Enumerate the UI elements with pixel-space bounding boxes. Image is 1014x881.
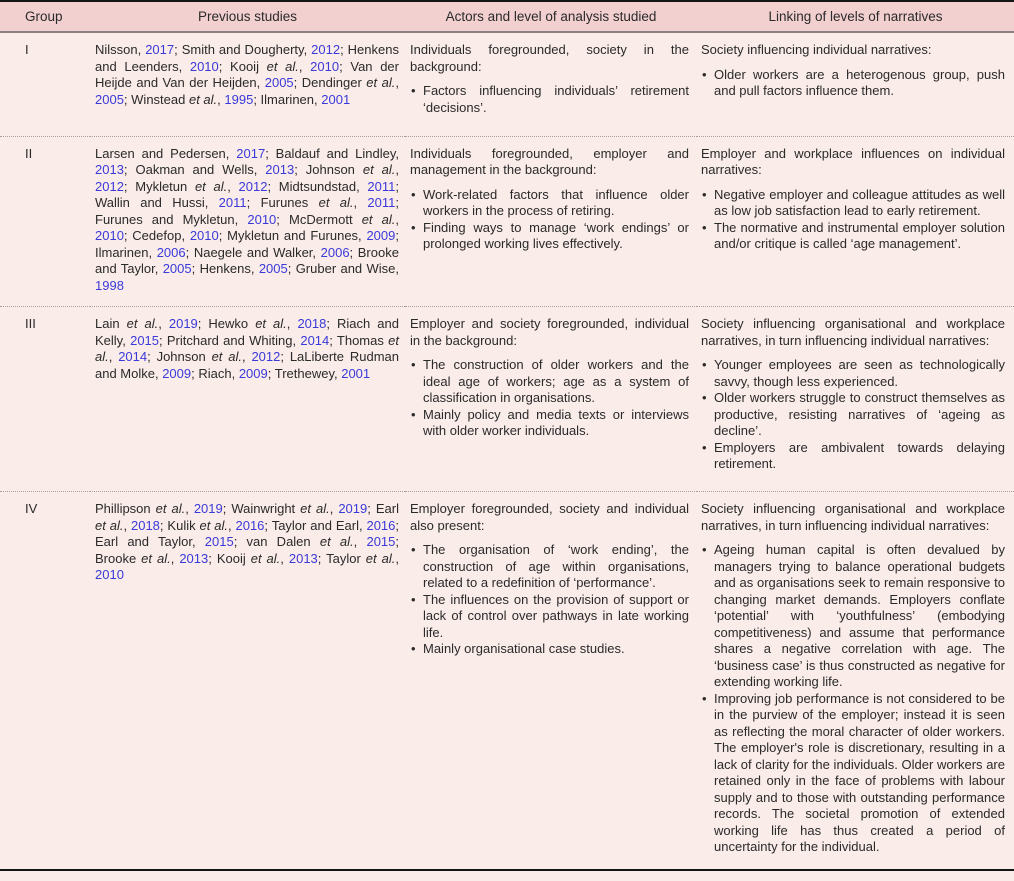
citation-year-link[interactable]: 2006 [320,244,350,260]
citation-authors: Brooke and Taylor, [95,244,399,276]
table-row [0,307,1014,492]
citation-authors: Larsen and Pedersen, [95,145,237,161]
citation-authors: Naegele and Walker, [193,244,321,260]
bullet-item: • Older workers struggle to construct themselves as productive, resisting narratives of ‘ageing as decline’. [701,390,1005,440]
citation-year-link[interactable]: 2019 [193,501,223,516]
citation-authors: Earl et al., [95,501,399,533]
citation-year-link[interactable]: 2005 [258,261,288,276]
citation-authors: Kooij et al., [216,550,289,566]
bullet-item: • Employers are ambivalent towards delaying retirement. [701,440,1005,473]
bullet-list [410,357,689,440]
citation-authors: Lain et al., [95,316,169,331]
citation-year-link[interactable]: 2005 [162,261,192,276]
bullet-item: • Negative employer and colleague attitudes as well as low job satisfaction lead to early retirement. [701,187,1005,220]
cell-intro: Society influencing organisational and workplace narratives, in turn influencing individual narratives: [701,316,1005,348]
bullet-list [701,67,1005,100]
citation-year-link[interactable]: 2018 [130,517,160,533]
citation-year-link[interactable]: 2010 [247,211,277,227]
col-header-linking-narratives: Linking of levels of narratives [697,2,1014,32]
studies-cell: Lain et al., 2019; Hewko et al., 2018; Riach and Kelly, 2015; Pritchard and Whiting, 2014; Thomas et al., 2014; Johnson et al., 2012; LaLiberte Rudman and Molke, 2009; Riach, 2009; Trethewey, 2001 [90,307,405,492]
bullet-item: • The normative and instrumental employer solution and/or critique is called ‘age management’. [701,220,1005,253]
linking-cell [697,136,1014,307]
citation-year-link[interactable]: 2005 [95,91,124,107]
studies-table [0,2,1014,871]
studies-cell: Phillipson et al., 2019; Wainwright et al., 2019; Earl et al., 2018; Kulik et al., 2016; Taylor and Earl, 2016; Earl and Taylor, 2015; van Dalen et al., 2015; Brooke et al., 2013; Kooij et al., 2013; Taylor et al., 2010 [95,501,400,582]
citation-authors: Nilsson, [95,42,146,57]
table-row [0,492,1014,870]
table-row [0,32,1014,136]
group-cell: I [0,32,90,136]
citation-authors: Mykletun et al., [135,178,239,194]
citation-year-link[interactable]: 2016 [235,517,265,533]
citation-authors: Baldauf and Lindley, [275,145,399,161]
bullet-list [410,83,689,116]
citation-year-link[interactable]: 2009 [162,365,192,381]
citation-authors: Ilmarinen, [260,91,322,107]
group-cell: III [0,307,90,492]
citation-year-link[interactable]: 2001 [321,91,351,107]
citation-year-link[interactable]: 2011 [367,178,396,194]
citation-year-link[interactable]: 2013 [288,550,318,566]
bullet-item: • The organisation of ‘work ending’, the construction of age within organisations, related to a redefinition of ‘performance’. [410,542,689,592]
citation-authors: Earl and Taylor, [95,534,205,549]
citation-year-link[interactable]: 2019 [168,316,198,331]
citation-authors: Brooke et al., [95,550,180,566]
bullet-item: • Factors influencing individuals’ retirement ‘decisions’. [410,83,689,116]
linking-cell [697,492,1014,870]
bullet-list [410,542,689,658]
citation-year-link[interactable]: 2014 [300,332,330,348]
bullet-item: • Ageing human capital is often devalued by managers trying to balance operational budgets and as organisations seek to remain responsive to changing market demands. Employers conflate ‘potential’ with ‘youthfulness’ (embodying competitiveness) and assume that performance shares a negative correlation with age. The ‘business case’ is thus constructed as negative for extending working life. [701,542,1005,691]
header-row [0,2,1014,32]
linking-cell [697,32,1014,136]
bullet-item: • The influences on the provision of support or lack of control over pathways in late working life. [410,592,689,642]
citation-authors: Van der Heijde and Van der Heijden, [95,58,399,90]
citation-year-link[interactable]: 2012 [95,178,124,194]
bullet-item: • Finding ways to manage ‘work endings’ or prolonged working lives effectively. [410,220,689,253]
citation-year-link[interactable]: 2010 [189,58,219,74]
group-cell: IV [25,501,38,516]
citation-authors: Johnson et al., [305,162,399,177]
citation-year-link[interactable]: 2006 [156,244,186,260]
citation-year-link[interactable]: 2012 [251,349,281,364]
bullet-list [410,187,689,253]
col-header-actors-level: Actors and level of analysis studied [405,2,697,32]
cell-intro: Individuals foregrounded, society in the background: [410,42,689,74]
citation-year-link[interactable]: 2018 [297,316,327,331]
citation-authors: Riach and Kelly, [95,316,399,348]
studies-cell: Larsen and Pedersen, 2017; Baldauf and Lindley, 2013; Oakman and Wells, 2013; Johnson et al., 2012; Mykletun et al., 2012; Midtsundstad, 2011; Wallin and Hussi, 2011; Furunes et al., 2011; Furunes and Mykletun, 2010; McDermott et al., 2010; Cedefop, 2010; Mykletun and Furunes, 2009; Ilmarinen, 2006; Naegele and Walker, 2006; Brooke and Taylor, 2005; Henkens, 2005; Gruber and Wise, 1998 [90,136,405,307]
citation-authors: Dendinger et al., [301,75,399,90]
citation-year-link[interactable]: 2010 [95,228,124,243]
actors-cell [405,136,697,307]
group-cell: II [0,136,90,307]
citation-authors: Henkens and Leenders, [95,42,399,74]
citation-year-link[interactable]: 2014 [118,349,148,364]
citation-authors: Taylor and Earl, [271,517,367,533]
citation-authors: van Dalen et al., [246,534,367,549]
citation-year-link[interactable]: 2010 [189,228,219,243]
citation-authors: McDermott et al., [289,211,399,227]
bullet-list [701,187,1005,253]
bullet-item: • Work-related factors that influence older workers in the process of retiring. [410,187,689,220]
citation-year-link[interactable]: 2013 [95,162,124,177]
citation-year-link[interactable]: 2019 [338,501,368,516]
citation-authors: Oakman and Wells, [135,162,266,177]
col-header-group: Group [0,2,90,32]
bullet-item: • The construction of older workers and the ideal age of workers; age as a system of classification in organisations. [410,357,689,407]
citation-authors: Wallin and Hussi, [95,195,219,210]
citation-year-link[interactable]: 2012 [311,42,341,57]
citation-authors: Midtsundstad, [278,178,368,194]
citation-year-link[interactable]: 2012 [238,178,268,194]
citation-authors: Gruber and Wise, [295,261,399,276]
citation-authors: Taylor et al., [326,550,399,566]
cell-intro: Employer foregrounded, society and individual also present: [410,501,689,533]
citation-authors: Thomas et al., [95,332,399,364]
citation-year-link[interactable]: 2009 [366,228,396,243]
citation-authors: Riach, [198,365,239,381]
citation-year-link[interactable]: 1998 [95,277,124,293]
citation-authors: Smith and Dougherty, [181,42,312,57]
citation-authors: Kulik et al., [167,517,236,533]
bullet-item: • Improving job performance is not considered to be in the purview of the employer; instead it is seen as reflecting the moral character of older workers. The employer's role is discretionary, resulting in a lack of clarity for the individuals. Older workers are retained only in the face of problems with labour supply and to those with outstanding performance records. The societal promotion of extended working life has thus created a period of uncertainty for the individual. [701,691,1005,856]
citation-authors: LaLiberte Rudman and Molke, [95,349,399,381]
citation-year-link[interactable]: 1995 [224,91,254,107]
citation-authors: Hewko et al., [208,316,298,331]
bullet-item: • Older workers are a heterogenous group, push and pull factors influence them. [701,67,1005,100]
citation-authors: Mykletun and Furunes, [227,228,367,243]
citation-year-link[interactable]: 2001 [341,365,371,381]
citation-authors: Furunes and Mykletun, [95,211,248,227]
bullet-item: • Mainly organisational case studies. [410,641,689,658]
linking-cell [697,307,1014,492]
studies-cell: Nilsson, 2017; Smith and Dougherty, 2012; Henkens and Leenders, 2010; Kooij et al., 2010; Van der Heijde and Van der Heijden, 2005; Dendinger et al., 2005; Winstead et al., 1995; Ilmarinen, 2001 [90,32,405,136]
citation-year-link[interactable]: 2015 [130,332,160,348]
cell-intro: Employer and society foregrounded, individual in the background: [410,316,689,348]
table-row [0,136,1014,307]
citation-authors: Wainwright et al., [231,501,339,516]
citation-year-link[interactable]: 2011 [367,195,396,210]
bullet-list [701,357,1005,473]
actors-cell [405,492,697,870]
citation-year-link[interactable]: 2010 [95,567,124,582]
citation-year-link[interactable]: 2013 [265,162,295,177]
citation-authors: Henkens, [199,261,259,276]
citation-year-link[interactable]: 2010 [310,58,340,74]
citation-year-link[interactable]: 2011 [218,195,247,210]
citation-authors: Pritchard and Whiting, [166,332,301,348]
citation-authors: Cedefop, [132,228,190,243]
citation-year-link[interactable]: 2015 [204,534,234,549]
citation-authors: Trethewey, [274,365,342,381]
citation-authors: Winstead et al., [131,91,225,107]
col-header-previous-studies: Previous studies [90,2,405,32]
citation-year-link[interactable]: 2005 [264,75,294,90]
citation-year-link[interactable]: 2016 [366,517,396,533]
cell-intro: Employer and workplace influences on individual narratives: [701,145,1005,177]
bullet-item: • Younger employees are seen as technologically savvy, though less experienced. [701,357,1005,390]
cell-intro: Society influencing organisational and workplace narratives, in turn influencing individual narratives: [701,501,1005,533]
citation-year-link[interactable]: 2015 [366,534,396,549]
citation-authors: Johnson et al., [156,349,252,364]
citation-year-link[interactable]: 2017 [236,145,266,161]
bullet-item: • Mainly policy and media texts or interviews with older worker individuals. [410,407,689,440]
citation-authors: Phillipson et al., [95,501,194,516]
citation-authors: Kooij et al., [230,58,311,74]
cell-intro: Individuals foregrounded, employer and management in the background: [410,145,689,177]
citation-authors: Furunes et al., [260,195,368,210]
actors-cell [405,307,697,492]
citation-authors: Ilmarinen, [95,244,157,260]
citation-year-link[interactable]: 2017 [145,42,175,57]
citation-year-link[interactable]: 2013 [179,550,209,566]
actors-cell [405,32,697,136]
bullet-list [701,542,1005,856]
citation-year-link[interactable]: 2009 [238,365,268,381]
cell-intro: Society influencing individual narratives: [701,42,932,57]
